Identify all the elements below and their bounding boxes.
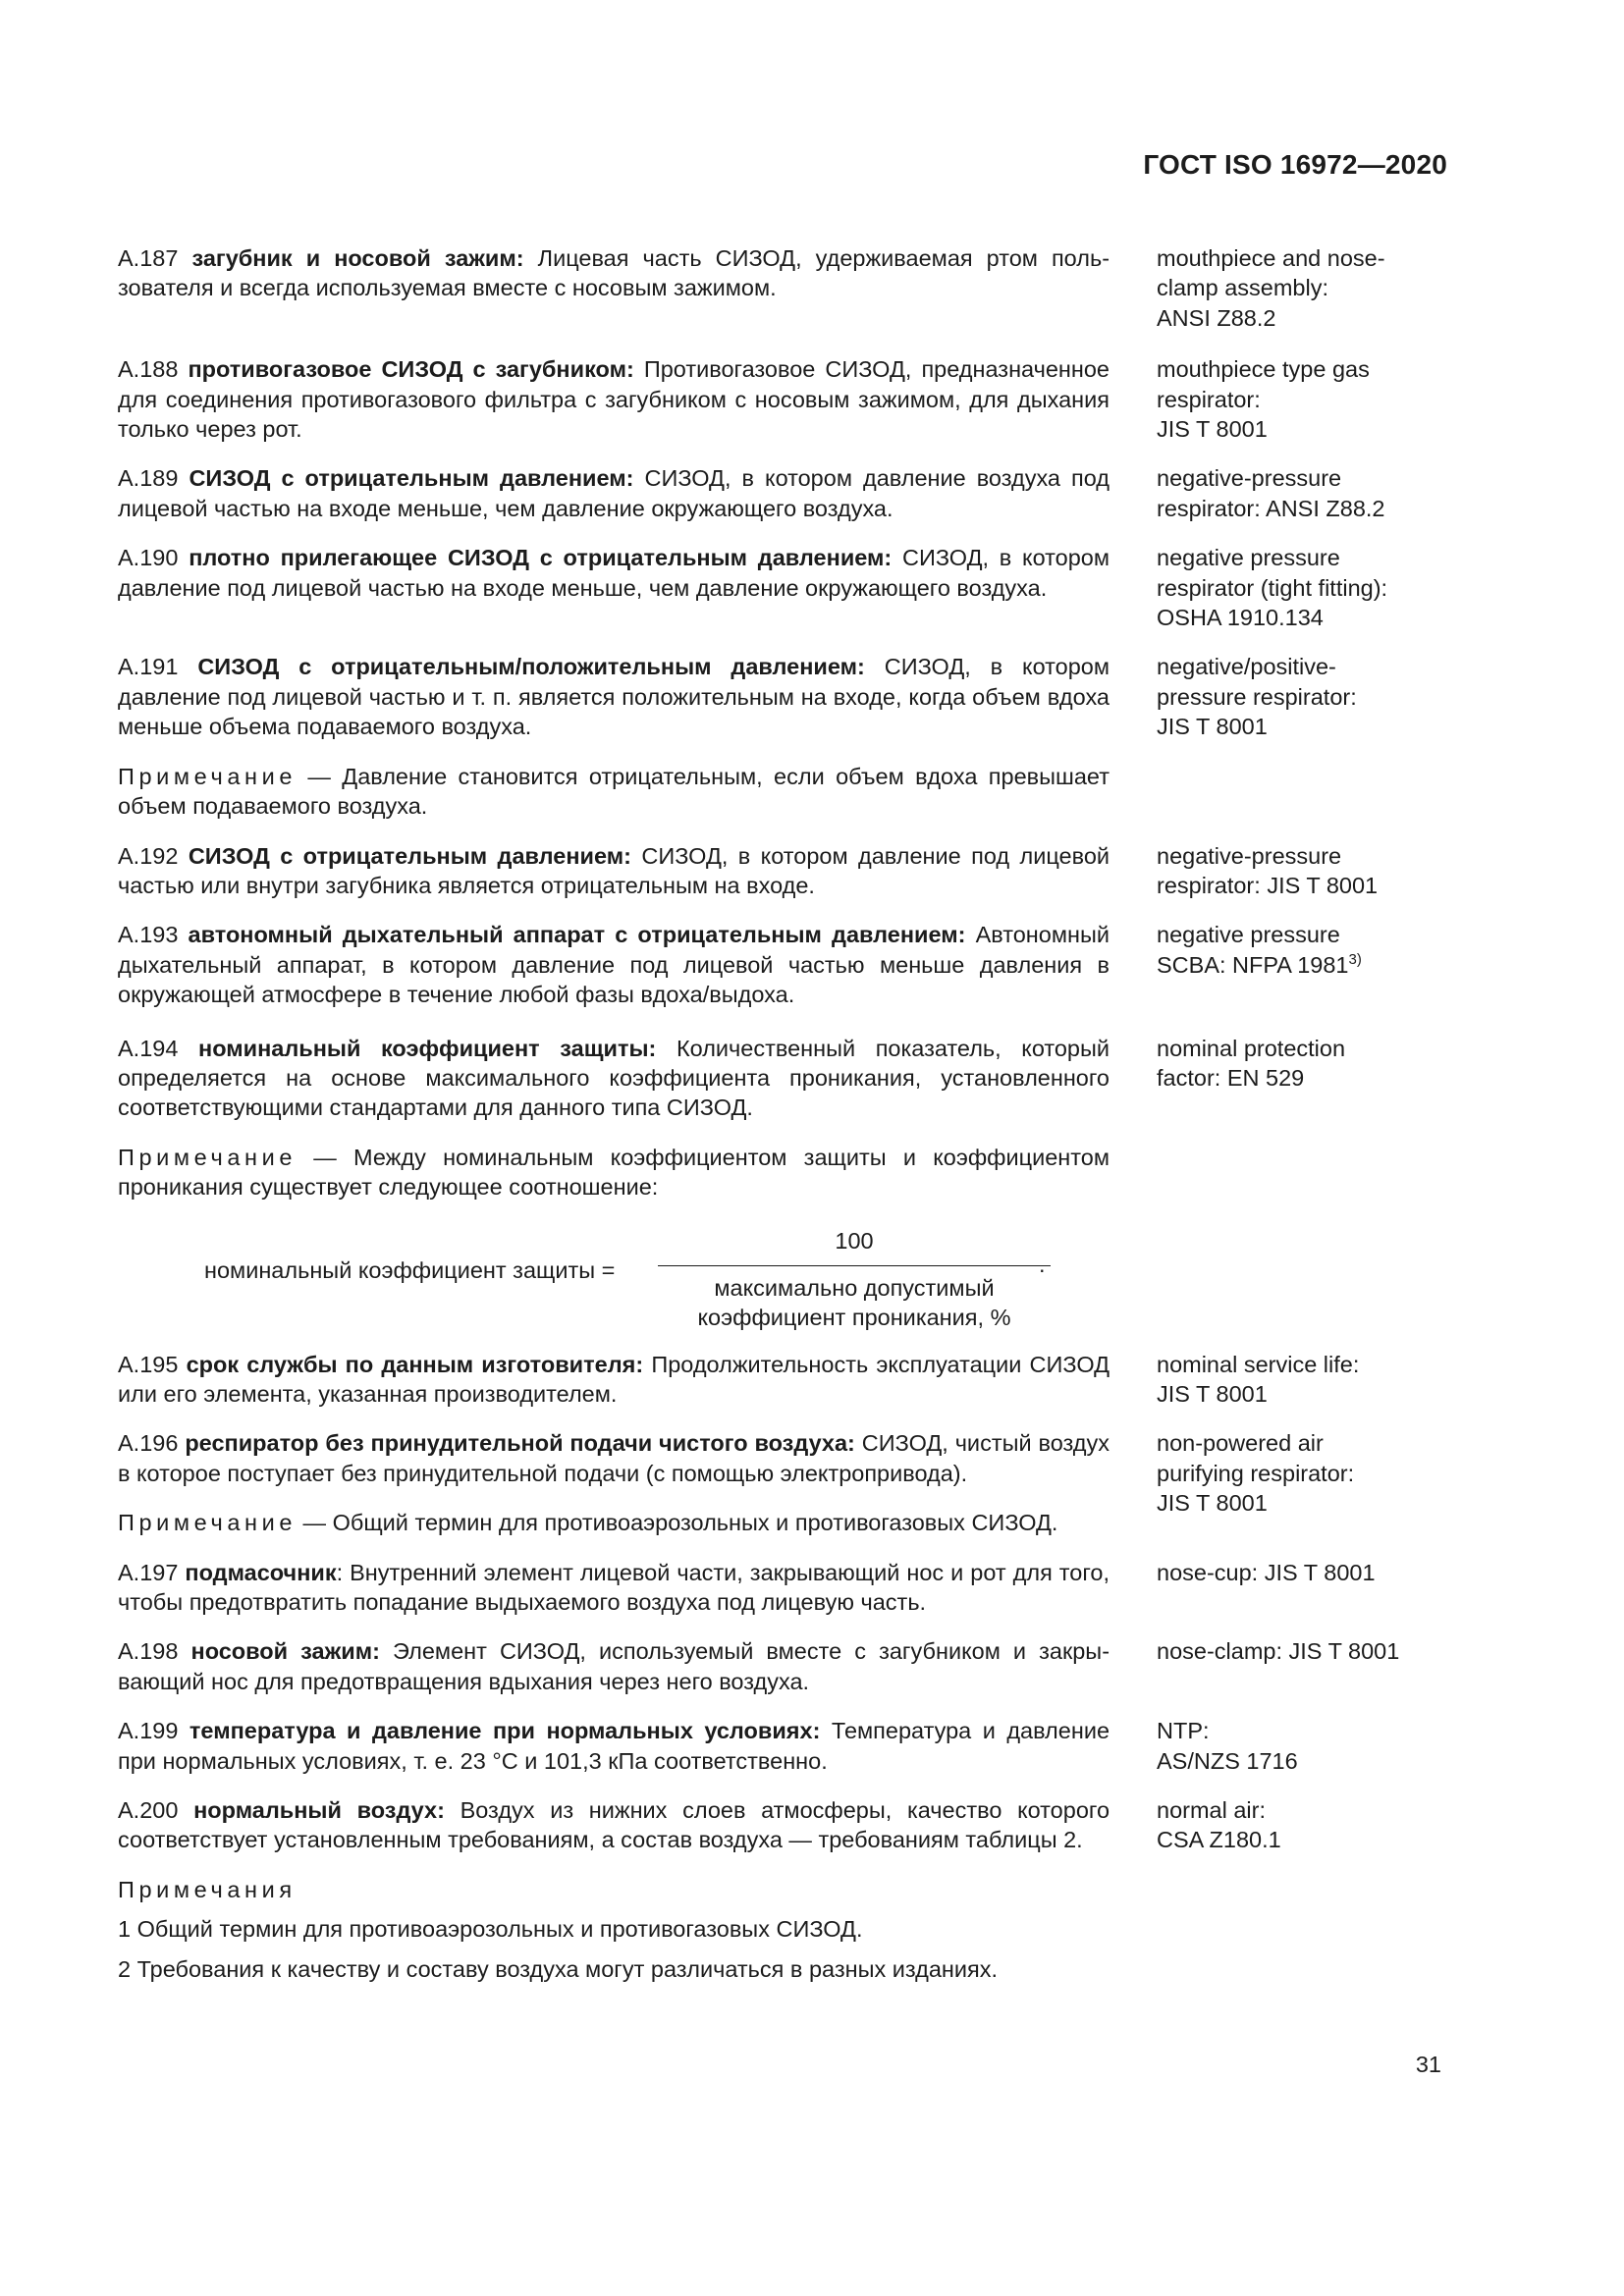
- formula-numerator: 100: [835, 1227, 874, 1254]
- footnote-marker: 3): [1348, 950, 1362, 968]
- english-equivalent: negative/positive- pressure respirator: JIS T 8001: [1157, 654, 1357, 740]
- term-entry-a187: [118, 243, 1434, 333]
- entry-number: A.198: [118, 1638, 179, 1665]
- english-equivalent: negative-pressure respirator: ANSI Z88.2: [1157, 465, 1385, 521]
- term-label: подмасочник: [185, 1559, 337, 1585]
- term-label: автономный дыхательный аппарат с отрицательным давлением:: [188, 922, 966, 948]
- fraction-bar: [658, 1265, 1051, 1266]
- term-definition: СИЗОД, в котором давление под лицевой частью или внутри загубника является отрицательным на входе.: [118, 842, 1110, 898]
- english-equivalent: NTP: AS/NZS 1716: [1157, 1718, 1298, 1774]
- term-entry-a199: [118, 1716, 1434, 1776]
- term-definition: Противогазовое СИЗОД, предназначенное для соединения противогазового фильтра с загубником с носовым зажимом, для дыхания только через рот.: [118, 356, 1110, 443]
- english-equivalent: nose-cup: JIS T 8001: [1157, 1559, 1376, 1585]
- term-label: респиратор без принудительной подачи чистого воздуха:: [185, 1430, 855, 1457]
- term-definition: СИЗОД, в котором давление под лицевой частью на входе меньше, чем давление окружающего воздуха.: [118, 545, 1110, 601]
- entry-number: A.190: [118, 545, 179, 571]
- term-label: СИЗОД с отрицательным/положительным давлением:: [197, 654, 865, 680]
- english-equivalent: nominal protection factor: EN 529: [1157, 1035, 1346, 1091]
- entry-number: A.195: [118, 1351, 179, 1377]
- term-definition: : Внутренний элемент лицевой части, закрывающий нос и рот для того, чтобы предотвратить попадание выдыхаемого воздуха под лицевую часть.: [118, 1559, 1110, 1615]
- term-label: температура и давление при нормальных условиях:: [189, 1718, 821, 1744]
- term-label: загубник и носовой зажим:: [191, 245, 524, 271]
- note-label: Примечание: [118, 1510, 298, 1536]
- terms-list: [118, 243, 1434, 1994]
- note-a196: [118, 1508, 1110, 1537]
- term-entry-a197: [118, 1558, 1434, 1618]
- term-entry-a191: [118, 652, 1434, 741]
- term-label: СИЗОД с отрицательным давлением:: [189, 465, 634, 492]
- page-number: 31: [1415, 2052, 1441, 2077]
- formula-lhs: номинальный коэффициент защиты =: [204, 1256, 616, 1283]
- note-item: 1 Общий термин для противоаэрозольных и противогазовых СИЗОД.: [118, 1916, 863, 1943]
- term-definition: Продолжительность эксплуатации СИЗОД или его элемента, указанная производителем.: [118, 1351, 1110, 1407]
- term-definition: СИЗОД, чистый воздух в которое поступает без принудительной подачи (с помощью электропривода).: [118, 1430, 1110, 1486]
- note-a194: [118, 1143, 1434, 1202]
- entry-number: A.197: [118, 1559, 179, 1585]
- term-label: нормальный воздух:: [193, 1797, 445, 1824]
- term-entry-a190: [118, 543, 1434, 632]
- entry-number: A.187: [118, 245, 179, 271]
- term-label: носовой зажим:: [190, 1638, 380, 1665]
- note-text: — Общий термин для противоаэрозольных и противогазовых СИЗОД.: [297, 1510, 1058, 1536]
- term-entry-a193: [118, 920, 1434, 1009]
- term-label: СИЗОД с отрицательным давлением:: [188, 842, 631, 869]
- term-entry-a194: [118, 1034, 1434, 1123]
- term-entry-a196: [118, 1428, 1434, 1557]
- term-definition: Элемент СИЗОД, используемый вместе с загубником и закрывающий нос для предотвращения вдыхания через него воздуха.: [118, 1638, 1110, 1694]
- english-equivalent: negative-pressure respirator: JIS T 8001: [1157, 842, 1379, 898]
- english-equivalent: mouthpiece and nose- clamp assembly: ANSI Z88.2: [1157, 245, 1385, 331]
- term-definition: Воздух из нижних слоев атмосферы, качество которого соответствует установленным требованиям, а состав воздуха — требованиям таблицы 2.: [118, 1797, 1110, 1853]
- term-entry-a195: [118, 1350, 1434, 1410]
- entry-number: A.196: [118, 1430, 179, 1457]
- english-equivalent: negative pressure SCBA: NFPA 1981$^{3)}$: [1157, 922, 1362, 978]
- term-label: противогазовое СИЗОД с загубником:: [188, 356, 634, 383]
- term-definition: СИЗОД, в котором давление под лицевой частью и т. п. является положительным на входе, когда объем вдоха меньше объема подаваемого воздуха.: [118, 654, 1110, 740]
- formula-end: .: [1039, 1251, 1046, 1277]
- note-item: 2 Требования к качеству и составу воздуха могут различаться в разных изданиях.: [118, 1955, 999, 1982]
- note-label: Примечание: [118, 763, 298, 789]
- term-label: срок службы по данным изготовителя:: [186, 1351, 644, 1377]
- formula-denominator: максимально допустимый коэффициент проникания, %: [697, 1274, 1011, 1330]
- term-entry-a192: [118, 841, 1434, 901]
- entry-number: A.200: [118, 1797, 179, 1824]
- notes-a200: [118, 1875, 1434, 1984]
- term-label: номинальный коэффициент защиты:: [198, 1035, 657, 1061]
- term-definition: Автономный дыхательный аппарат, в котором давление под лицевой частью меньше давления в окружающей атмосфере в течение любой фазы вдоха/выдоха.: [118, 922, 1110, 1008]
- entry-number: A.191: [118, 654, 179, 680]
- note-label: Примечание: [118, 1144, 298, 1170]
- english-equivalent: negative pressure respirator (tight fitting): OSHA 1910.134: [1157, 545, 1388, 631]
- english-equivalent: normal air: CSA Z180.1: [1157, 1797, 1281, 1853]
- notes-heading: Примечания: [118, 1876, 297, 1902]
- english-equivalent: mouthpiece type gas respirator: JIS T 8001: [1157, 356, 1370, 443]
- english-equivalent: nose-clamp: JIS T 8001: [1157, 1638, 1400, 1665]
- term-definition: Количественный показатель, который определяется на основе максимального коэффициента проникания, установленного соответствующими стандартами для данного типа СИЗОД.: [118, 1035, 1110, 1121]
- term-entry-a198: [118, 1636, 1434, 1696]
- term-entry-a188: [118, 354, 1434, 444]
- protection-factor-formula: [118, 1226, 1434, 1336]
- english-equivalent: non-powered air purifying respirator: JIS T 8001: [1157, 1430, 1355, 1517]
- note-text: — Между номинальным коэффициентом защиты и коэффициентом проникания существует следующее соотношение:: [118, 1144, 1110, 1201]
- term-entry-a189: [118, 463, 1434, 523]
- term-label: плотно прилегающее СИЗОД с отрицательным давлением:: [189, 545, 893, 571]
- entry-number: A.193: [118, 922, 179, 948]
- entry-number: A.189: [118, 465, 179, 492]
- entry-number: A.192: [118, 842, 179, 869]
- note-text: — Давление становится отрицательным, если объем вдоха превышает объем подаваемого воздуха.: [118, 763, 1110, 820]
- term-entry-a200: [118, 1795, 1434, 1855]
- entry-number: A.199: [118, 1718, 179, 1744]
- document-header: ГОСТ ISO 16972—2020: [1143, 149, 1447, 180]
- entry-number: A.194: [118, 1035, 179, 1061]
- term-definition: Лицевая часть СИЗОД, удерживаемая ртом пользователя и всегда используемая вместе с носовым зажимом.: [118, 245, 1110, 301]
- english-equivalent: nominal service life: JIS T 8001: [1157, 1351, 1360, 1407]
- entry-number: A.188: [118, 356, 179, 383]
- term-definition: Температура и давление при нормальных условиях, т. е. 23 °С и 101,3 кПа соответственно.: [118, 1718, 1110, 1774]
- note-a191: [118, 762, 1434, 822]
- term-definition: СИЗОД, в котором давление воздуха под лицевой частью на входе меньше, чем давление окружающего воздуха.: [118, 465, 1110, 521]
